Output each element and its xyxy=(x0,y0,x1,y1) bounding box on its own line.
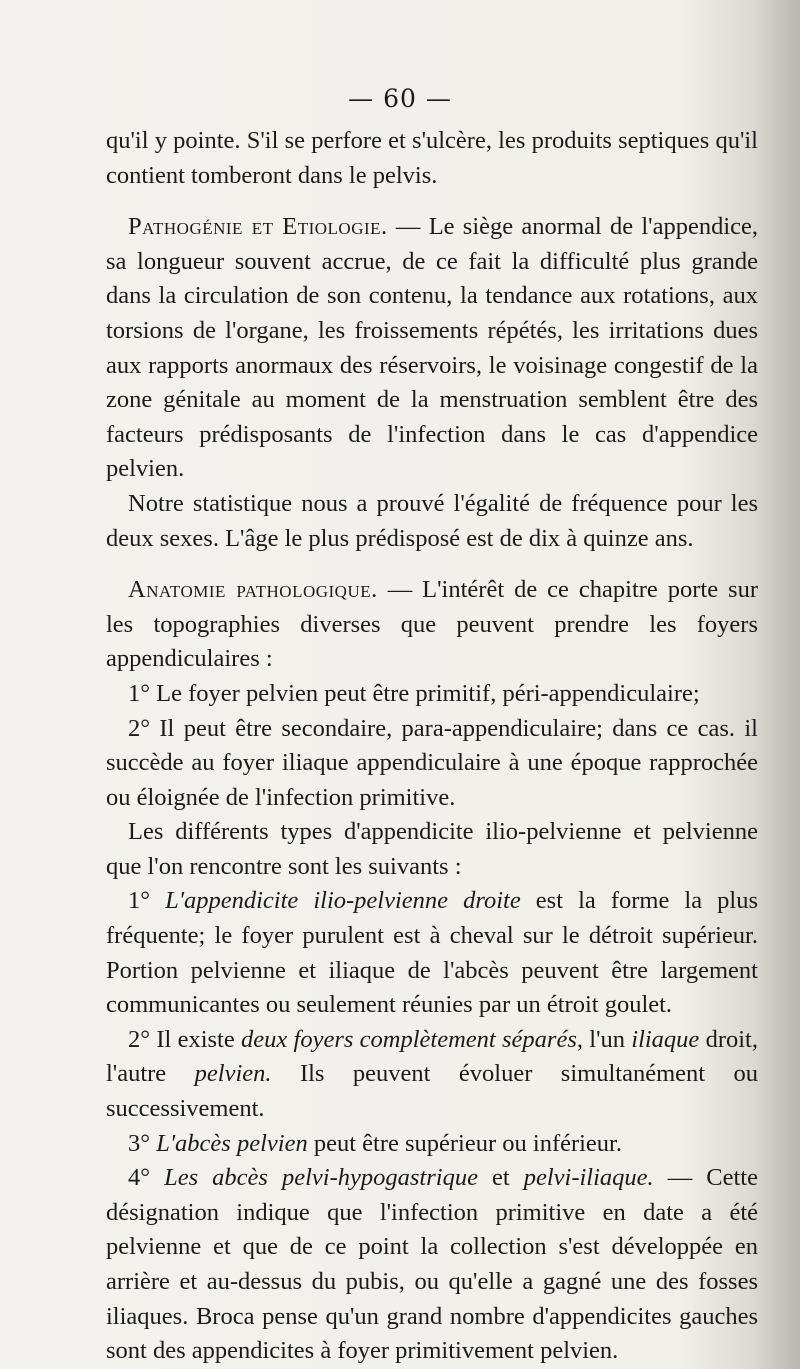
paragraph-anatomie xyxy=(106,573,758,677)
body-text xyxy=(106,124,758,1369)
type-item-3 xyxy=(106,1127,758,1162)
type-item-1 xyxy=(106,884,758,1022)
paragraph-text: est la forme la plus fréquente; le foyer purulent est à cheval sur le détroit supérieur. Portion pelvienne et iliaque de l'abcès peuvent être largement communicantes ou seulement réunies par un étroit goulet. xyxy=(106,887,758,1019)
list-item-1: 1° Le foyer pelvien peut être primitif, péri-appendiculaire; xyxy=(128,679,700,707)
paragraph-text: — L'intérêt de ce chapitre porte sur les topographies diverses que peuvent prendre les foyers appendiculaires : xyxy=(106,576,758,673)
paragraph-text: Ils peuvent évoluer simultanément ou successivement. xyxy=(106,1060,758,1123)
italic-term: deux foyers complètement séparés xyxy=(241,1025,577,1053)
paragraph-continuation: qu'il y pointe. S'il se perfore et s'ulcère, les produits septiques qu'il contient tomberont dans le pelvis. xyxy=(106,127,758,189)
paragraph-pathogenie xyxy=(106,210,758,487)
section-heading-anatomie: Anatomie pathologique. xyxy=(128,576,378,604)
italic-term: pelvi-iliaque. xyxy=(523,1164,654,1192)
paragraph-text: droit, l'autre xyxy=(106,1025,758,1088)
paragraph-text: peut être supérieur ou inférieur. xyxy=(307,1129,622,1157)
italic-term: L'appendicite ilio-pelvienne droite xyxy=(165,887,521,915)
italic-term: iliaque xyxy=(631,1025,700,1053)
italic-term: Les abcès pelvi-hypogastrique xyxy=(164,1164,478,1192)
section-heading-pathogenie: Pathogénie et Etiologie. xyxy=(128,213,388,241)
paragraph-text: — Cette désignation indique que l'infection primitive en date a été pelvienne et que de ce point la collection s'est développée en arrière et au-dessus du pubis, ou qu'elle a gagné une des fosses iliaques. Broca pense qu'un grand nombre d'appendicites gauches sont des appendicites à foyer primitivement pelvien. xyxy=(106,1164,758,1365)
italic-term: pelvien. xyxy=(194,1060,272,1088)
type-item-2 xyxy=(106,1023,758,1127)
page-number: — 60 — xyxy=(348,84,452,113)
item-number: 3° xyxy=(128,1129,157,1157)
list-item-2: 2° Il peut être secondaire, para-appendiculaire; dans ce cas. il succède au foyer iliaque appendiculaire à une époque rapprochée ou éloignée de l'infection primitive. xyxy=(106,714,758,811)
item-number: 1° xyxy=(128,887,166,915)
type-item-4 xyxy=(106,1161,758,1369)
paragraph-statistique: Notre statistique nous a prouvé l'égalité de fréquence pour les deux sexes. L'âge le plus prédisposé est de dix à quinze ans. xyxy=(106,489,758,552)
italic-term: L'abcès pelvien xyxy=(156,1129,308,1157)
paragraph-text: , l'un xyxy=(576,1025,632,1053)
item-number: 4° xyxy=(128,1164,165,1192)
paragraph-types: Les différents types d'appendicite ilio-pelvienne et pelvienne que l'on rencontre sont les suivants : xyxy=(106,818,758,880)
item-lead: 2° Il existe xyxy=(128,1025,241,1053)
paragraph-text: — Le siège anormal de l'appendice, sa longueur souvent accrue, de ce fait la difficulté plus grande dans la circulation de son contenu, la tendance aux rotations, aux torsions de l'organe, les froissements répétés, les irritations dues aux rapports anormaux des réservoirs, le voisinage congestif de la zone génitale au moment de la menstruation semblent être des facteurs prédisposants de l'infection dans le cas d'appendice pelvien. xyxy=(106,213,758,483)
paragraph-text: et xyxy=(477,1164,524,1192)
